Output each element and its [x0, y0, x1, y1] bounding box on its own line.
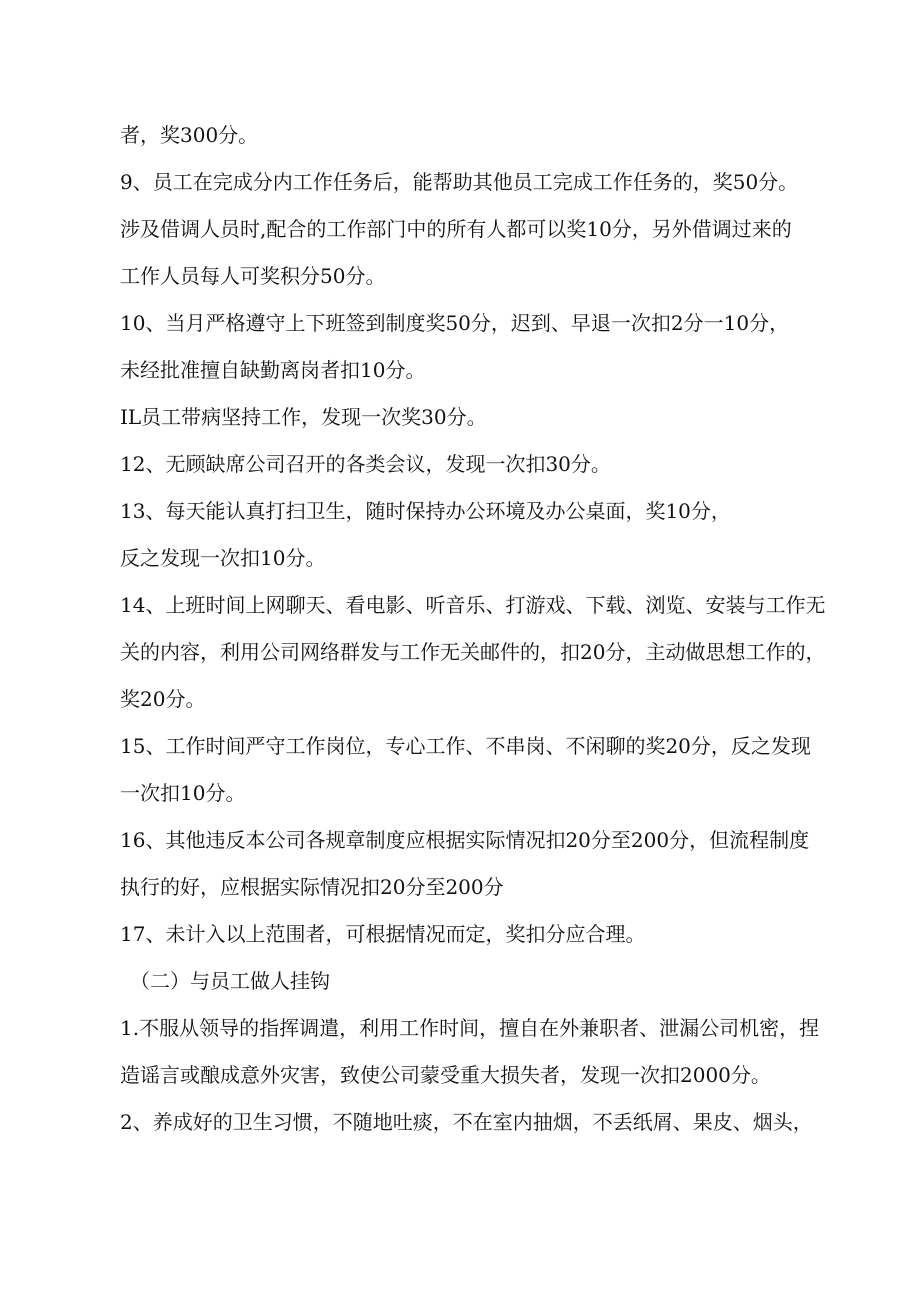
- text-line-4: 工作人员每人可奖积分50分。: [120, 264, 386, 288]
- text-line-3: 涉及借调人员时,配合的工作部门中的所有人都可以奖10分，另外借调过来的: [120, 217, 792, 241]
- text-line-13: 奖20分。: [120, 687, 206, 711]
- text-line-21: 造谣言或酿成意外灾害，致使公司蒙受重大损失者，发现一次扣2000分。: [120, 1063, 771, 1087]
- text-line-22: 2、养成好的卫生习惯，不随地吐痰，不在室内抽烟，不丢纸屑、果皮、烟头，: [120, 1110, 813, 1134]
- section-heading: （二）与员工做人挂钩: [130, 969, 330, 993]
- text-line-14: 15、工作时间严守工作岗位，专心工作、不串岗、不闲聊的奖20分，反之发现: [120, 734, 811, 758]
- text-line-8: 12、无顾缺席公司召开的各类会议，发现一次扣30分。: [120, 452, 611, 476]
- text-line-15: 一次扣10分。: [120, 781, 246, 805]
- document-body: [120, 112, 840, 1146]
- text-line-5: 10、当月严格遵守上下班签到制度奖50分，迟到、早退一次扣2分一10分，: [120, 311, 790, 335]
- text-line-2: 9、员工在完成分内工作任务后，能帮助其他员工完成工作任务的，奖50分。: [120, 170, 799, 194]
- text-line-20: 1.不服从领导的指挥调遣，利用工作时间，擅自在外兼职者、泄漏公司机密，捏: [120, 1016, 820, 1040]
- text-line-16: 16、其他违反本公司各规章制度应根据实际情况扣20分至200分，但流程制度: [120, 828, 810, 852]
- text-line-7: IL员工带病坚持工作，发现一次奖30分。: [120, 405, 487, 429]
- text-line-18: 17、未计入以上范围者，可根据情况而定，奖扣分应合理。: [120, 922, 646, 946]
- text-line-12: 关的内容，利用公司网络群发与工作无关邮件的，扣20分，主动做思想工作的，: [120, 640, 826, 664]
- text-line-6: 未经批准擅自缺勤离岗者扣10分。: [120, 358, 426, 382]
- text-line-1: 者，奖300分。: [120, 123, 259, 147]
- text-line-9: 13、每天能认真打扫卫生，随时保持办公环境及办公桌面，奖10分，: [120, 499, 731, 523]
- text-line-11: 14、上班时间上网聊天、看电影、听音乐、打游戏、下载、浏览、安装与工作无: [120, 593, 826, 617]
- text-line-17: 执行的好，应根据实际情况扣20分至200分: [120, 875, 504, 899]
- text-line-10: 反之发现一次扣10分。: [120, 546, 326, 570]
